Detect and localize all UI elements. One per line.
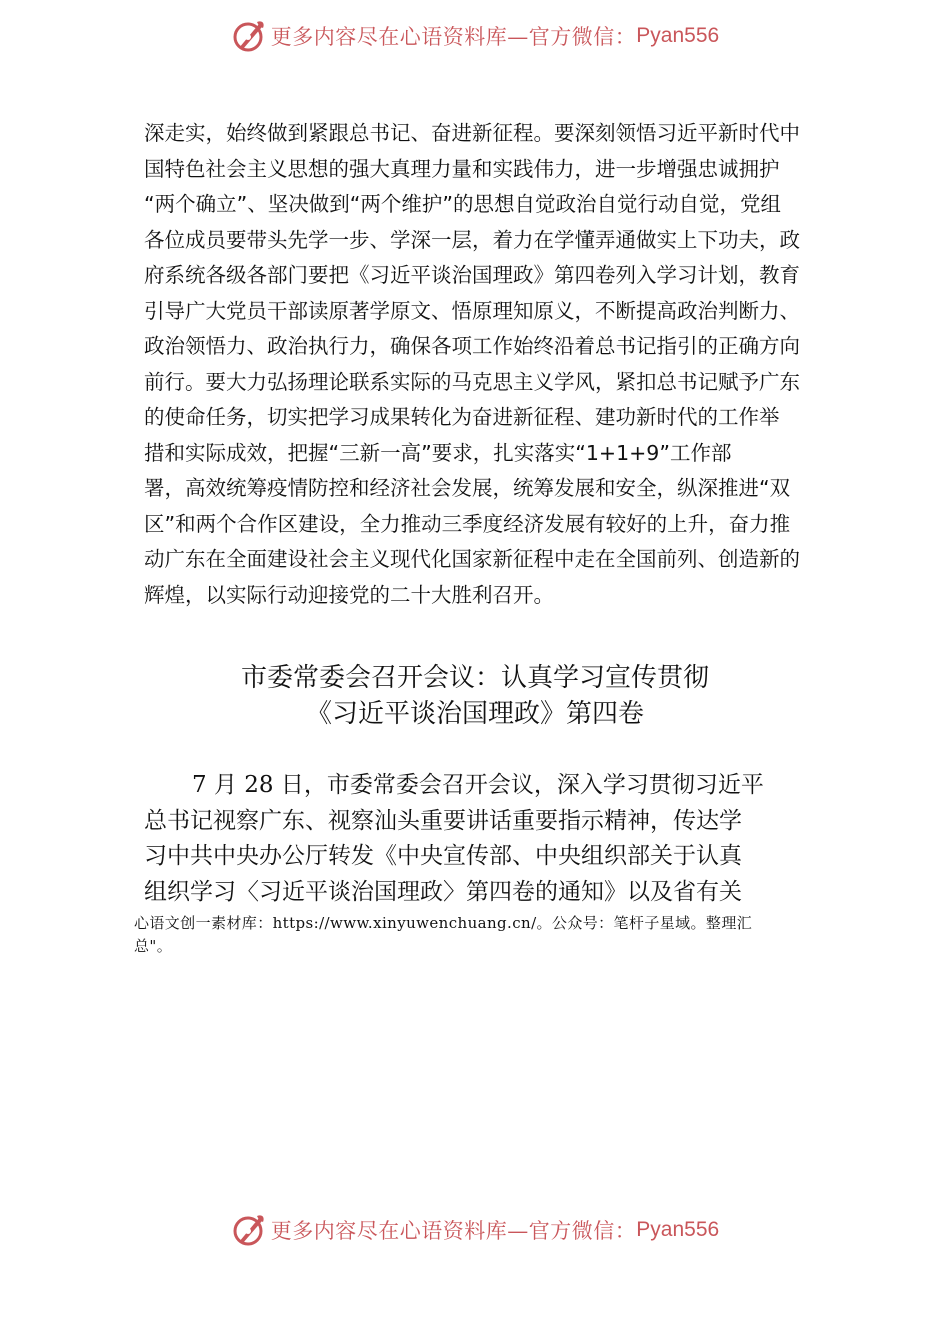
paragraph-line: 署，高效统筹疫情防控和经济社会发展，统筹发展和安全，纵深推进“双: [144, 476, 791, 500]
source-line: 总"。: [134, 937, 173, 955]
banner-text: 更多内容尽在心语资料库—官方微信：: [270, 1219, 637, 1243]
source-note: [134, 912, 834, 958]
paragraph-line: 府系统各级各部门要把《习近平谈治国理政》第四卷列入学习计划，教育: [144, 263, 800, 287]
title-line: 《习近平谈治国理政》第四卷: [305, 699, 644, 729]
body-paragraph: [144, 116, 816, 613]
banner-wechat-id: Pyan556: [636, 1218, 720, 1241]
paragraph-line: 区”和两个合作区建设，全力推动三季度经济发展有较好的上升，奋力推: [144, 511, 791, 536]
paragraph-line: 的使命任务，切实把学习成果转化为奋进新征程、建功新时代的工作举: [144, 405, 780, 429]
quill-pen-logo-icon: [231, 1212, 267, 1248]
header-banner: [0, 14, 950, 58]
banner-wechat-id: Pyan556: [636, 24, 720, 47]
paragraph-line: 国特色社会主义思想的强大真理力量和实践伟力，进一步增强忠诚拥护: [144, 156, 780, 181]
paragraph-line: 辉煌，以实际行动迎接党的二十大胜利召开。: [144, 582, 554, 607]
title-line: 市委常委会召开会议：认真学习宣传贯彻: [240, 663, 709, 693]
quill-pen-logo-icon: [231, 18, 267, 54]
source-line: 心语文创一素材库：https://www.xinyuwenchuang.cn/。公众号：笔杆子星域。整理汇: [134, 914, 753, 932]
paragraph-line: “两个确立”、坚决做到“两个维护”的思想自觉政治自觉行动自觉，党组: [144, 192, 781, 216]
paragraph-line: 各位成员要带头先学一步、学深一层，着力在学懂弄通做实上下功夫，政: [144, 227, 800, 252]
footer-banner: [0, 1208, 950, 1252]
banner-text: 更多内容尽在心语资料库—官方微信：: [270, 25, 637, 49]
paragraph-line: 引导广大党员干部读原著学原文、悟原理知原义，不断提高政治判断力、: [144, 298, 800, 323]
article-title: [0, 660, 950, 732]
paragraph-line: 动广东在全面建设社会主义现代化国家新征程中走在全国前列、创造新的: [144, 547, 800, 571]
paragraph-line: 政治领悟力、政治执行力，确保各项工作始终沿着总书记指引的正确方向: [144, 334, 800, 358]
paragraph-line: 前行。要大力弘扬理论联系实际的马克思主义学风，紧扣总书记赋予广东: [144, 369, 800, 394]
article-line: 总书记视察广东、视察汕头重要讲话重要指示精神，传达学: [144, 807, 742, 834]
article-line: 习中共中央办公厅转发《中央宣传部、中央组织部关于认真: [144, 843, 742, 869]
article-line: 组织学习〈习近平谈治国理政〉第四卷的通知》以及省有关: [144, 878, 742, 905]
paragraph-line: 措和实际成效，把握“三新一高”要求，扎实落实“1+1+9”工作部: [144, 440, 732, 465]
paragraph-line: 深走实，始终做到紧跟总书记、奋进新征程。要深刻领悟习近平新时代中: [144, 121, 800, 145]
article-line: 7 月 28 日，市委常委会召开会议，深入学习贯彻习近平: [192, 772, 764, 798]
article-body: [144, 768, 816, 910]
